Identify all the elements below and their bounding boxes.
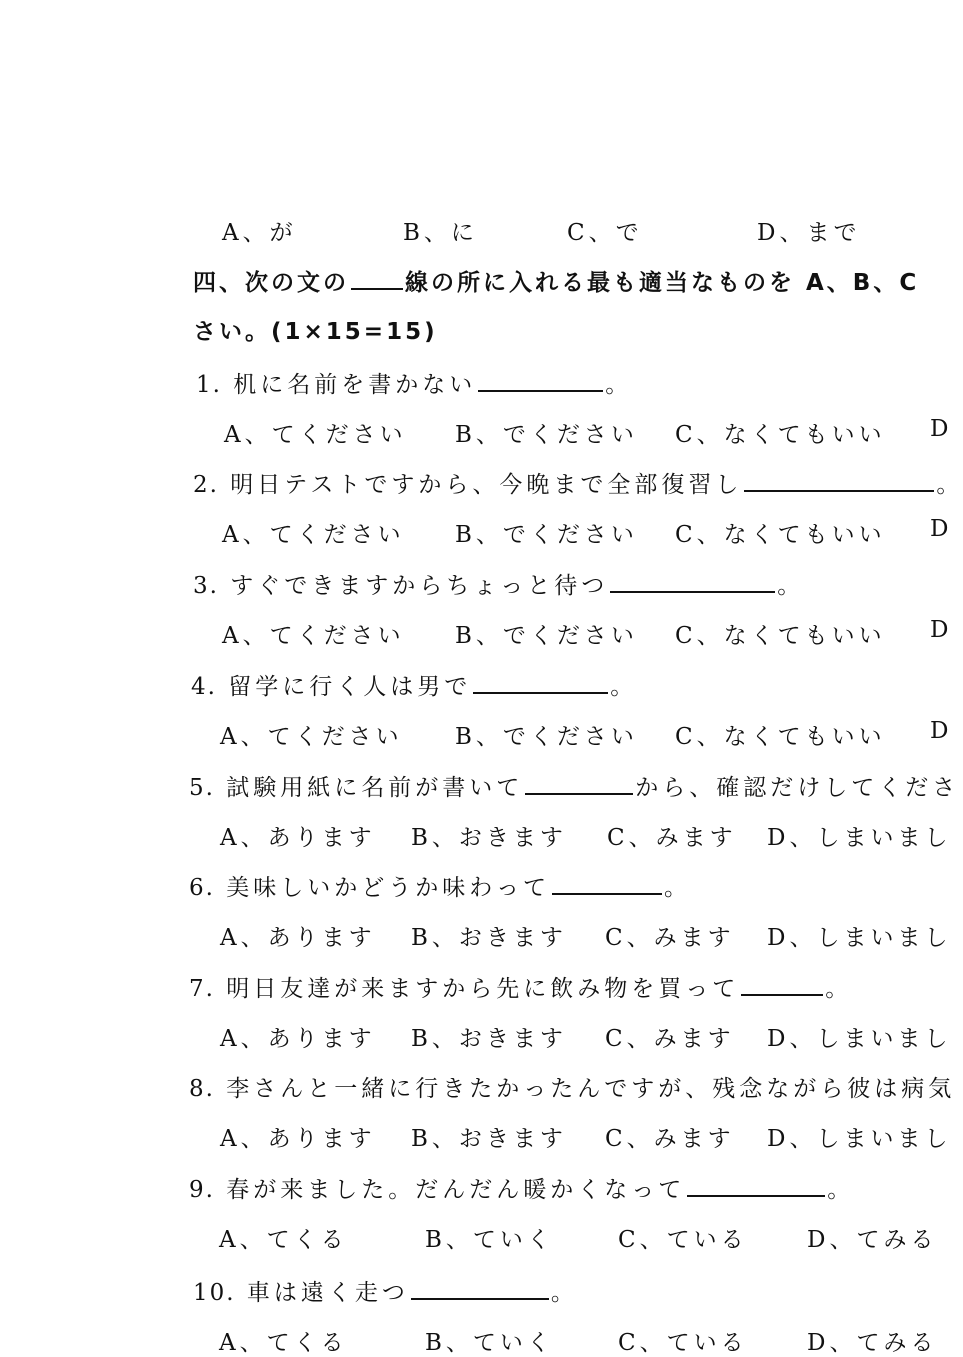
question-tail: 。 <box>777 573 805 599</box>
question-8 <box>189 1070 955 1103</box>
option-a: A、てください <box>222 522 405 548</box>
option-a: A、てください <box>222 623 405 649</box>
answer-blank[interactable] <box>744 489 934 492</box>
option-b: B、おきます <box>411 825 567 851</box>
option-a: A、あります <box>220 1126 376 1152</box>
question-text: 机に名前を書かない <box>233 372 477 398</box>
section-heading-post: 線の所に入れる最も適当なものを A、B、C <box>405 270 920 296</box>
question-3 <box>193 567 804 600</box>
option-d: D、しまいまし <box>767 1126 952 1152</box>
option-b: B、ていく <box>425 1330 554 1356</box>
question-number: 4. <box>191 674 217 700</box>
section-heading-pre: 四、次の文の <box>193 270 349 296</box>
question-text: 李さんと一緒に行きたかったんですが、残念ながら彼は病気 <box>226 1076 956 1102</box>
option-c: C、ている <box>618 1227 748 1253</box>
section-heading-line2: さい。(1×15=15) <box>193 319 438 345</box>
question-9 <box>189 1171 854 1204</box>
option-c: C、なくてもいい <box>675 724 886 750</box>
question-number: 6. <box>189 875 215 901</box>
option-b: B、でください <box>455 522 638 548</box>
question-text: 明日友達が来ますから先に飲み物を買って <box>226 976 740 1002</box>
option-a: A、あります <box>220 1026 376 1052</box>
question-6 <box>189 869 691 902</box>
option-c: C、みます <box>607 825 737 851</box>
question-7 <box>189 970 852 1003</box>
option-c: C、なくてもいい <box>675 522 886 548</box>
question-4 <box>191 668 637 701</box>
question-number: 3. <box>193 573 219 599</box>
option-c: C、みます <box>605 1026 735 1052</box>
option-a: A、が <box>222 220 297 246</box>
question-tail: 。 <box>550 1280 578 1306</box>
question-1 <box>196 366 632 399</box>
question-tail: 。 <box>936 472 963 498</box>
answer-blank[interactable] <box>525 792 633 795</box>
option-b: B、でください <box>455 422 638 448</box>
option-a: A、てくる <box>219 1330 348 1356</box>
section-heading <box>193 264 919 297</box>
option-b: B、でください <box>455 623 638 649</box>
option-b: B、に <box>403 220 478 246</box>
question-text: 試験用紙に名前が書いて <box>226 775 524 801</box>
question-number: 9. <box>189 1177 215 1203</box>
option-c: C、なくてもいい <box>675 422 886 448</box>
question-text: 美味しいかどうか味わって <box>226 875 551 901</box>
option-d: D、しまいまし <box>767 925 952 951</box>
question-tail: 。 <box>825 976 853 1002</box>
option-d: D <box>930 416 953 442</box>
answer-blank[interactable] <box>478 389 603 392</box>
option-b: B、でください <box>455 724 638 750</box>
question-text: 車は遠く走つ <box>246 1280 409 1306</box>
option-d: D <box>930 718 953 744</box>
question-text: 留学に行く人は男で <box>228 674 472 700</box>
option-c: C、なくてもいい <box>675 623 886 649</box>
option-c: C、みます <box>605 1126 735 1152</box>
question-tail: 。 <box>610 674 638 700</box>
answer-blank[interactable] <box>351 287 403 290</box>
option-a: A、あります <box>220 925 376 951</box>
answer-blank[interactable] <box>473 691 608 694</box>
option-d: D、しまいまし <box>767 1026 952 1052</box>
question-10 <box>193 1274 578 1307</box>
question-number: 1. <box>196 372 222 398</box>
question-text: 明日テストですから、今晩まで全部復習し <box>230 472 743 498</box>
answer-blank[interactable] <box>687 1194 825 1197</box>
option-d: D、てみる <box>807 1330 938 1356</box>
question-2 <box>193 466 963 499</box>
question-text: すぐできますからちょっと待つ <box>230 573 609 599</box>
option-c: C、で <box>567 220 643 246</box>
question-tail: 。 <box>827 1177 855 1203</box>
option-b: B、おきます <box>411 1026 567 1052</box>
question-text: 春が来ました。だんだん暖かくなって <box>226 1177 686 1203</box>
question-tail: から、確認だけしてくださ <box>635 775 960 801</box>
option-d: D、てみる <box>807 1227 938 1253</box>
question-number: 5. <box>189 775 215 801</box>
answer-blank[interactable] <box>552 892 662 895</box>
option-b: B、おきます <box>411 1126 567 1152</box>
option-d: D <box>930 516 953 542</box>
question-tail: 。 <box>605 372 633 398</box>
option-d: D、しまいまし <box>767 825 952 851</box>
answer-blank[interactable] <box>610 590 775 593</box>
answer-blank[interactable] <box>411 1297 549 1300</box>
question-number: 8. <box>189 1076 215 1102</box>
option-a: A、てください <box>224 422 407 448</box>
option-b: B、おきます <box>411 925 567 951</box>
option-a: A、てください <box>220 724 403 750</box>
question-number: 10. <box>193 1280 236 1306</box>
option-c: C、みます <box>605 925 735 951</box>
option-c: C、ている <box>618 1330 748 1356</box>
option-d: D、まで <box>757 220 861 246</box>
question-number: 2. <box>193 472 219 498</box>
option-b: B、ていく <box>425 1227 554 1253</box>
option-d: D <box>930 617 953 643</box>
option-a: A、てくる <box>219 1227 348 1253</box>
question-5 <box>189 769 959 802</box>
option-a: A、あります <box>220 825 376 851</box>
question-tail: 。 <box>664 875 692 901</box>
answer-blank[interactable] <box>741 993 823 996</box>
question-number: 7. <box>189 976 215 1002</box>
